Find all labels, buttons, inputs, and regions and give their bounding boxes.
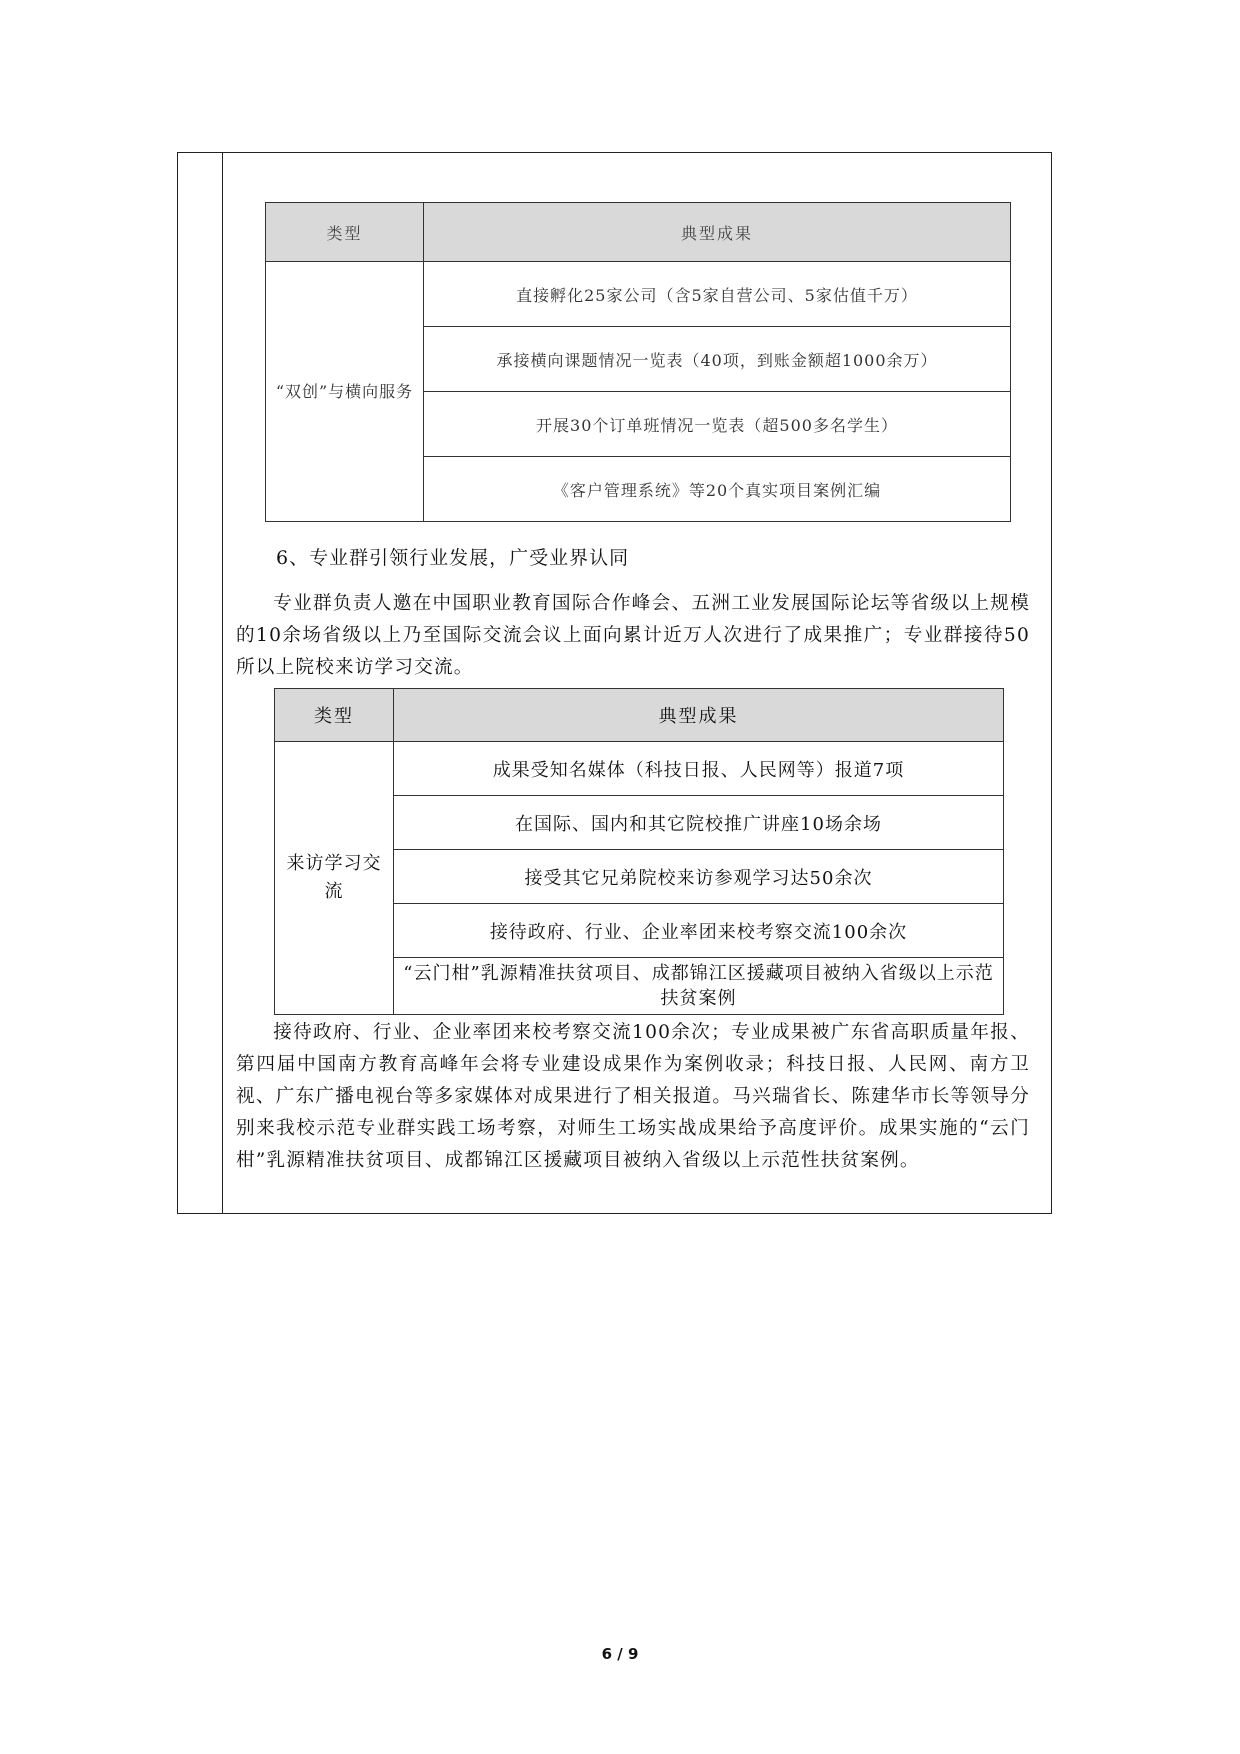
category-cell: 来访学习交流 [275,742,394,1015]
result-cell: 在国际、国内和其它院校推广讲座10场余场 [394,796,1004,850]
table-row [266,262,1011,327]
frame-divider [222,152,223,1214]
result-cell: “云门柑”乳源精准扶贫项目、成都锦江区援藏项目被纳入省级以上示范扶贫案例 [394,958,1004,1015]
closing-paragraph: 接待政府、行业、企业率团来校考察交流100余次；专业成果被广东省高职质量年报、第四届中国南方教育高峰年会将专业建设成果作为案例收录；科技日报、人民网、南方卫视、广东广播电视台等多家媒体对成果进行了相关报道。马兴瑞省长、陈建华市长等领导分别来我校示范专业群实践工场考察，对师生工场实战成果给予高度评价。成果实施的“云门柑”乳源精准扶贫项目、成都锦江区援藏项目被纳入省级以上示范性扶贫案例。 [236,1022,1030,1171]
header-results: 典型成果 [424,203,1011,262]
results-table-innovation [265,202,1011,522]
page-number: 6 / 9 [601,1645,639,1663]
result-cell: 开展30个订单班情况一览表（超500多名学生） [424,392,1011,457]
category-cell: “双创”与横向服务 [266,262,424,522]
results-table-exchange [274,688,1004,1015]
header-type: 类型 [275,689,394,742]
result-cell: 承接横向课题情况一览表（40项，到账金额超1000余万） [424,327,1011,392]
header-type: 类型 [266,203,424,262]
result-cell: 成果受知名媒体（科技日报、人民网等）报道7项 [394,742,1004,796]
table-header-row [275,689,1004,742]
result-cell: 接受其它兄弟院校来访参观学习达50余次 [394,850,1004,904]
result-cell: 直接孵化25家公司（含5家自营公司、5家估值千万） [424,262,1011,327]
section-paragraph: 专业群负责人邀在中国职业教育国际合作峰会、五洲工业发展国际论坛等省级以上规模的10余场省级以上乃至国际交流会议上面向累计近万人次进行了成果推广；专业群接待50所以上院校来访学习交流。 [236,593,1030,678]
table-row [275,742,1004,796]
section-heading: 6、专业群引领行业发展，广受业界认同 [276,547,630,569]
result-cell: 《客户管理系统》等20个真实项目案例汇编 [424,457,1011,522]
result-cell: 接待政府、行业、企业率团来校考察交流100余次 [394,904,1004,958]
table-header-row [266,203,1011,262]
header-results: 典型成果 [394,689,1004,742]
